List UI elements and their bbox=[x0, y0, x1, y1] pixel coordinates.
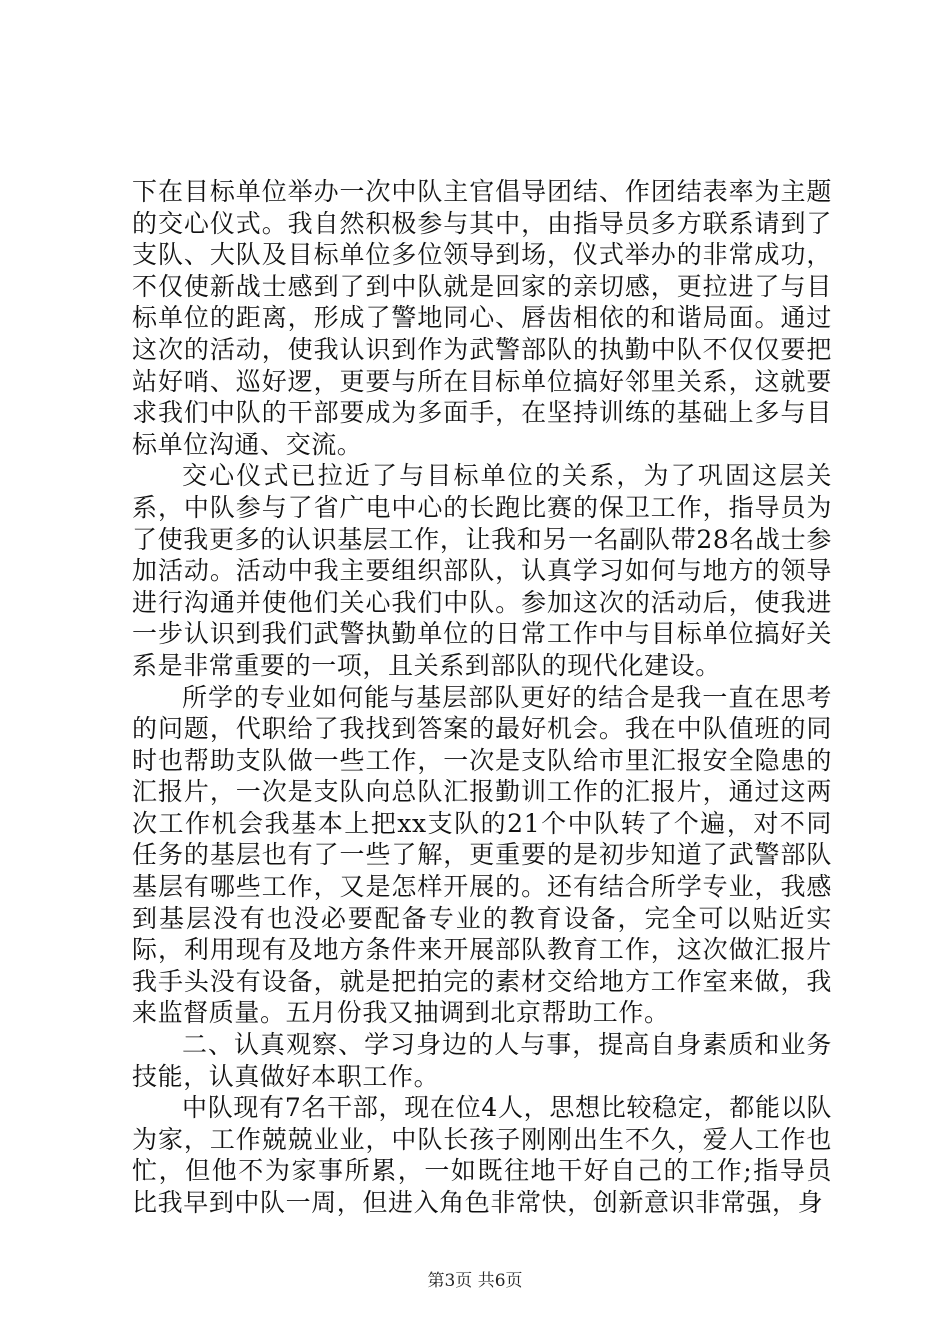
document-body bbox=[132, 176, 832, 1219]
paragraph-5: 中队现有7名干部，现在位4人，思想比较稳定，都能以队为家，工作兢兢业业，中队长孩子刚刚出生不久，爱人工作也忙，但他不为家事所累，一如既往地干好自己的工作;指导员比我早到中队一周，但进入角色非常快，创新意识非常强，身 bbox=[132, 1093, 832, 1217]
page-number-label: 第3页 共6页 bbox=[427, 1271, 523, 1291]
paragraph-2: 交心仪式已拉近了与目标单位的关系，为了巩固这层关系，中队参与了省广电中心的长跑比赛的保卫工作，指导员为了使我更多的认识基层工作，让我和另一名副队带28名战士参加活动。活动中我主要组织部队，认真学习如何与地方的领导进行沟通并使他们关心我们中队。参加这次的活动后，使我进一步认识到我们武警执勤单位的日常工作中与目标单位搞好关系是非常重要的一项，且关系到部队的现代化建设。 bbox=[132, 461, 832, 680]
paragraph-4: 二、认真观察、学习身边的人与事，提高自身素质和业务技能，认真做好本职工作。 bbox=[132, 1030, 832, 1091]
paragraph-3: 所学的专业如何能与基层部队更好的结合是我一直在思考的问题，代职给了我找到答案的最好机会。我在中队值班的同时也帮助支队做一些工作，一次是支队给市里汇报安全隐患的汇报片，一次是支队向总队汇报勤训工作的汇报片，通过这两次工作机会我基本上把xx支队的21个中队转了个遍，对不同任务的基层也有了一些了解，更重要的是初步知道了武警部队基层有哪些工作，又是怎样开展的。还有结合所学专业，我感到基层没有也没必要配备专业的教育设备，完全可以贴近实际，利用现有及地方条件来开展部队教育工作，这次做汇报片我手头没有设备，就是把拍完的素材交给地方工作室来做，我来监督质量。五月份我又抽调到北京帮助工作。 bbox=[132, 682, 832, 1028]
paragraph-1: 下在目标单位举办一次中队主官倡导团结、作团结表率为主题的交心仪式。我自然积极参与其中，由指导员多方联系请到了支队、大队及目标单位多位领导到场，仪式举办的非常成功，不仅使新战士感到了到中队就是回家的亲切感，更拉进了与目标单位的距离，形成了警地同心、唇齿相依的和谐局面。通过这次的活动，使我认识到作为武警部队的执勤中队不仅仅要把站好哨、巡好逻，更要与所在目标单位搞好邻里关系，这就要求我们中队的干部要成为多面手，在坚持训练的基础上多与目标单位沟通、交流。 bbox=[132, 177, 832, 459]
page-footer bbox=[0, 1270, 950, 1292]
